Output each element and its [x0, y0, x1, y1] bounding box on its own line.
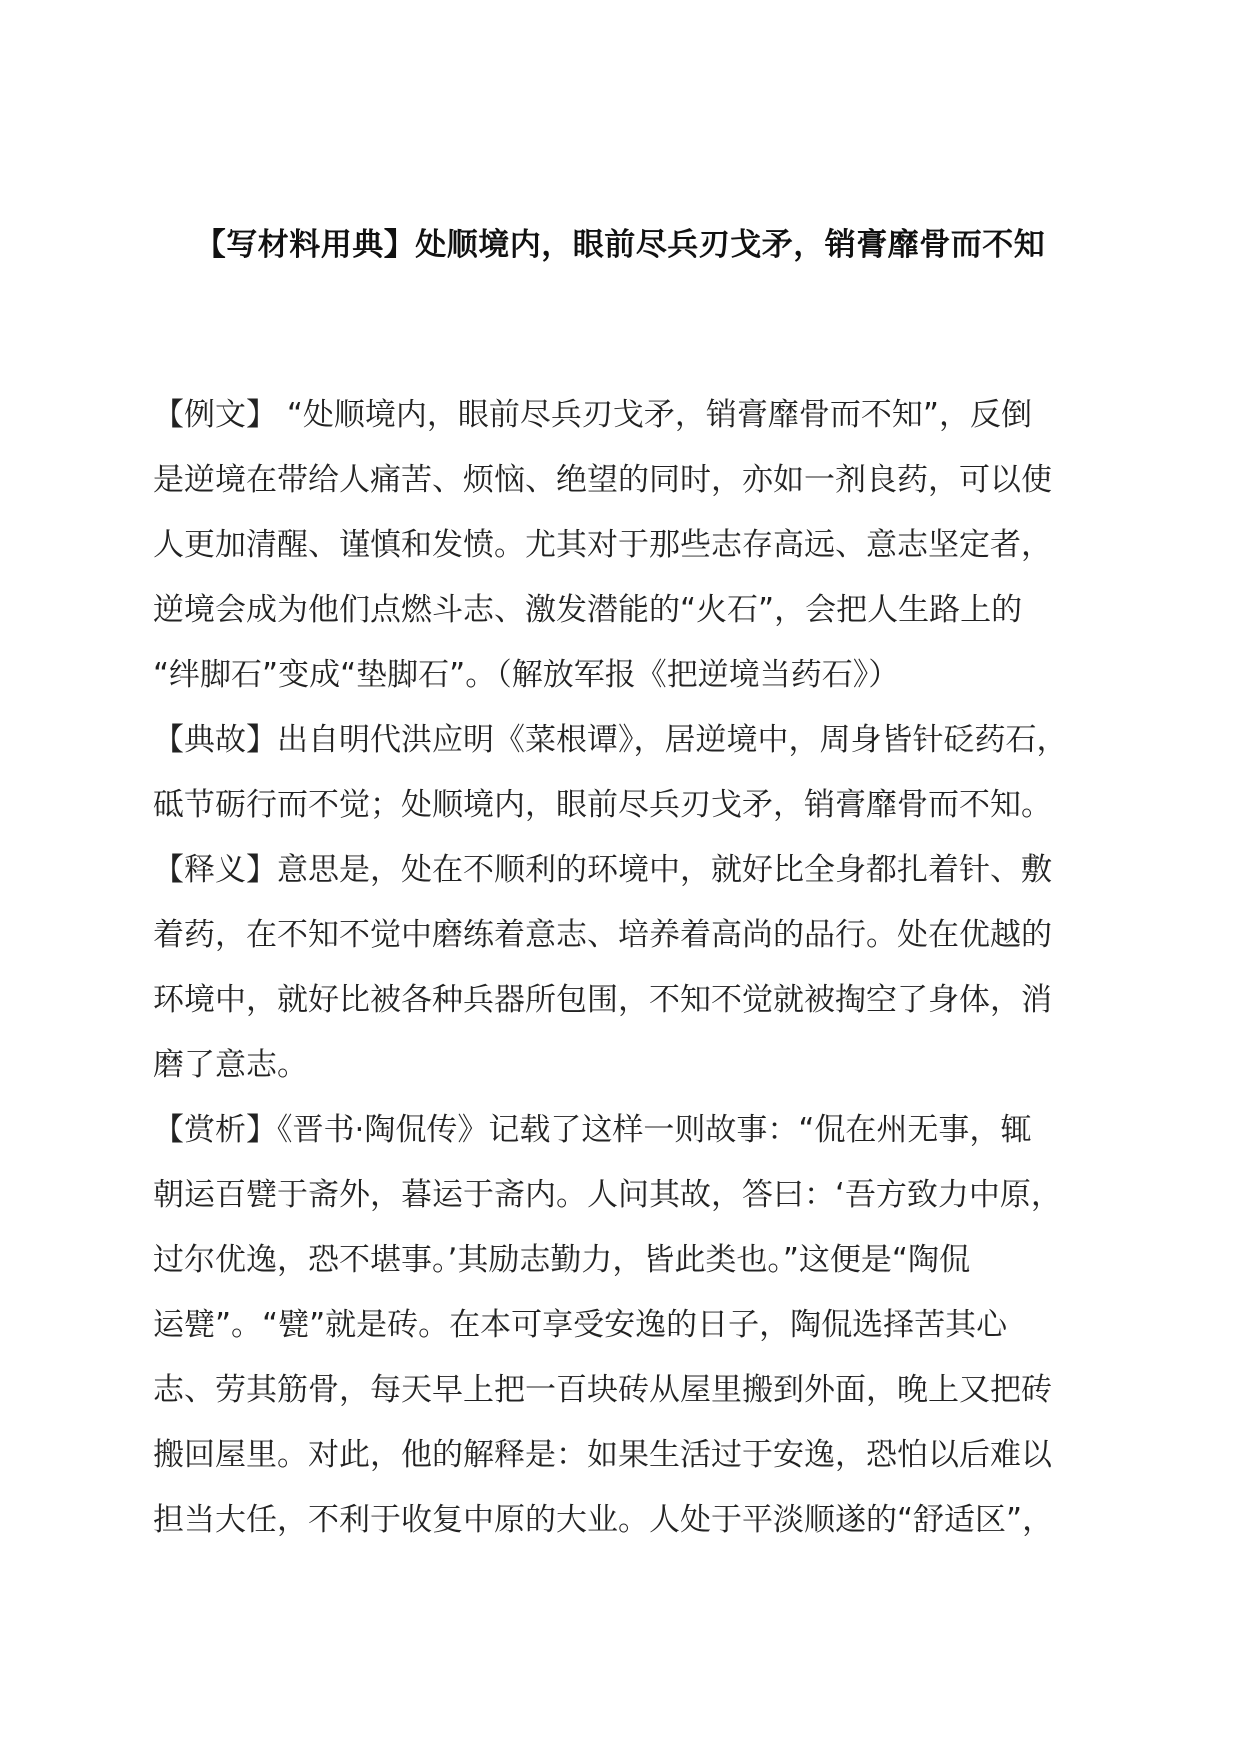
- body-line: 环境中，就好比被各种兵器所包围，不知不觉就被掏空了身体，消: [153, 982, 1052, 1018]
- body-line: 搬回屋里。对此，他的解释是：如果生活过于安逸，恐怕以后难以: [153, 1437, 1052, 1473]
- body-line: 【释义】意思是，处在不顺利的环境中，就好比全身都扎着针、敷: [153, 852, 1052, 888]
- body-line: 朝运百甓于斋外，暮运于斋内。人问其故，答曰：‘吾方致力中原，: [153, 1177, 1062, 1213]
- body-line: 砥节砺行而不觉；处顺境内，眼前尽兵刃戈矛，销膏靡骨而不知。: [153, 787, 1052, 823]
- body-line: 【典故】出自明代洪应明《菜根谭》，居逆境中，周身皆针砭药石，: [153, 722, 1068, 758]
- body-line: “绊脚石”变成“垫脚石”。（解放军报《把逆境当药石》）: [153, 657, 900, 693]
- body-line: 着药，在不知不觉中磨练着意志、培养着高尚的品行。处在优越的: [153, 917, 1052, 953]
- body-line: 运甓”。“甓”就是砖。在本可享受安逸的日子，陶侃选择苦其心: [153, 1307, 1008, 1343]
- body-line: 人更加清醒、谨慎和发愤。尤其对于那些志存高远、意志坚定者，: [153, 527, 1052, 563]
- body-line: 志、劳其筋骨，每天早上把一百块砖从屋里搬到外面，晚上又把砖: [153, 1372, 1052, 1408]
- body-line: 逆境会成为他们点燃斗志、激发潜能的“火石”，会把人生路上的: [153, 592, 1023, 628]
- document-title: 【写材料用典】处顺境内，眼前尽兵刃戈矛，销膏靡骨而不知: [194, 227, 1046, 263]
- body-line: 磨了意志。: [153, 1047, 308, 1083]
- body-line: 是逆境在带给人痛苦、烦恼、绝望的同时，亦如一剂良药，可以使: [153, 462, 1052, 498]
- document-body: [153, 383, 1083, 1553]
- body-line: 【赏析】《晋书·陶侃传》记载了这样一则故事：“侃在州无事，辄: [153, 1112, 1032, 1148]
- body-line: 【例文】 “处顺境内，眼前尽兵刃戈矛，销膏靡骨而不知”，反倒: [153, 397, 1032, 433]
- body-line: 过尔优逸，恐不堪事。’其励志勤力，皆此类也。”这便是“陶侃: [153, 1242, 970, 1278]
- body-line: 担当大任，不利于收复中原的大业。人处于平淡顺遂的“舒适区”，: [153, 1502, 1054, 1538]
